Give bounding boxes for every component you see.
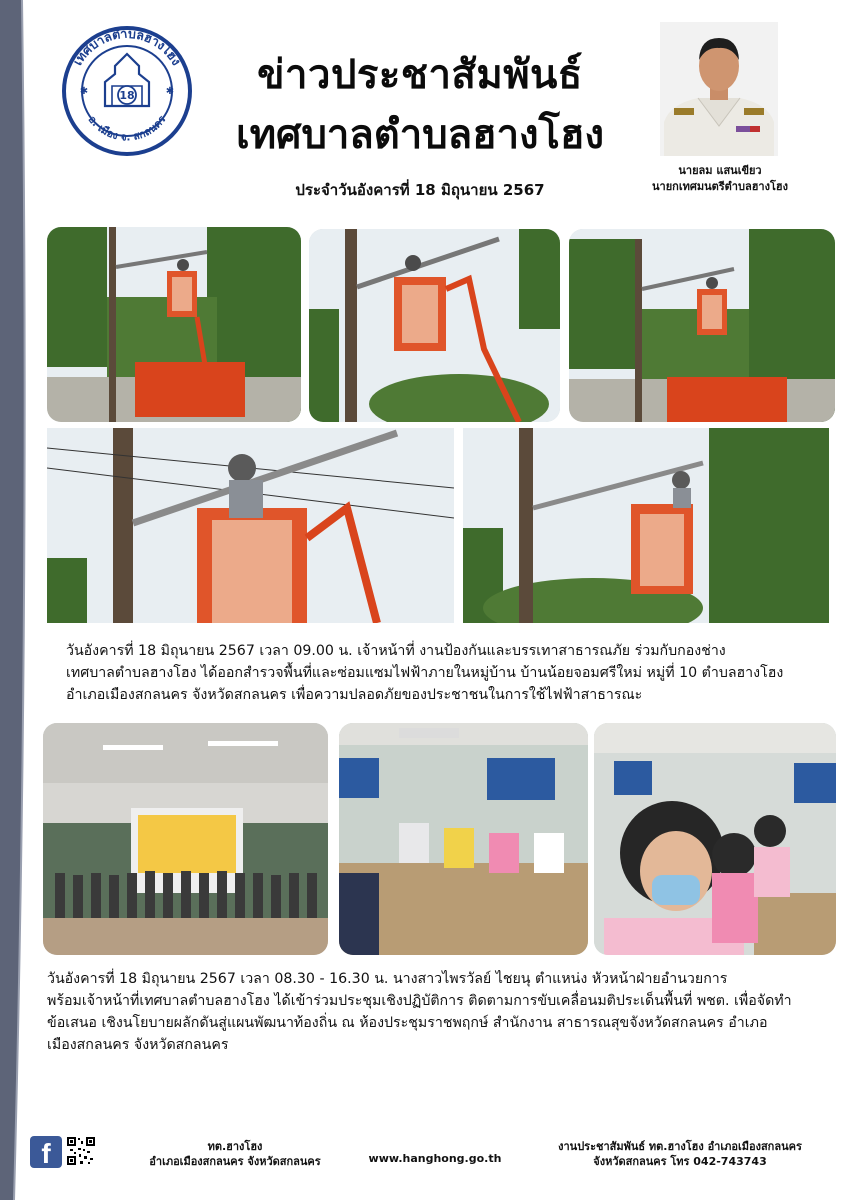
footer-org-name: ทต.ฮางโฮง xyxy=(207,1140,263,1153)
photo-lamp-repair-1 xyxy=(47,227,301,422)
photo-lamp-repair-2 xyxy=(309,229,560,422)
news-2-line-1: วันอังคารที่ 18 มิถุนายน 2567 เวลา 08.30 - 16.30 น. นางสาวไพรวัลย์ ไชยนุ ตำแหน่ง หัวหน้าฝ่ายอำนวยการ xyxy=(47,971,728,987)
news-paragraph-2 xyxy=(47,968,837,1056)
decorative-side-band xyxy=(0,0,38,1200)
photo-lamp-repair-3 xyxy=(569,229,835,422)
seal-bottom-text: อ. เมือง จ. สกลนคร xyxy=(85,113,169,144)
news-1-line-2: เทศบาลตำบลฮางโฮง ได้ออกสำรวจพื้นที่และซ่อมแซมไฟฟ้าภายในหมู่บ้าน บ้านน้อยจอมศรีใหม่ หมู่ที่ 10 ตำบลฮางโฮง xyxy=(66,665,784,681)
news-2-line-3: ข้อเสนอ เชิงนโยบายผลักดันสู่แผนพัฒนาท้องถิ่น ณ ห้องประชุมราชพฤกษ์ สำนักงาน สาธารณสุขจังหวัดสกลนคร อำเภอ xyxy=(47,1015,768,1031)
news-2-line-2: พร้อมเจ้าหน้าที่เทศบาลตำบลฮางโฮง ได้เข้าร่วมประชุมเชิงปฏิบัติการ ติดตามการขับเคลื่อนมติประเด็นพื้นที่ พชต. เพื่อจัดทำ xyxy=(47,993,792,1009)
footer-org-location: อำเภอเมืองสกลนคร จังหวัดสกลนคร xyxy=(149,1155,321,1168)
municipality-seal-logo xyxy=(60,24,194,158)
footer-website-link[interactable]: www.hanghong.go.th xyxy=(368,1152,502,1165)
svg-text:✱: ✱ xyxy=(165,86,175,97)
photo-lamp-repair-4 xyxy=(47,428,454,623)
news-date: ประจำวันอังคารที่ 18 มิถุนายน 2567 xyxy=(295,181,545,199)
facebook-icon[interactable]: f xyxy=(30,1136,62,1168)
news-1-line-3: อำเภอเมืองสกลนคร จังหวัดสกลนคร เพื่อความปลอดภัยของประชาชนในการใช้ไฟฟ้าสาธารณะ xyxy=(66,687,643,703)
qr-code-icon xyxy=(66,1136,96,1166)
footer-contact-phone: จังหวัดสกลนคร โทร 042-743743 xyxy=(593,1155,767,1168)
mayor-name: นายลม แสนเขียว xyxy=(678,164,762,177)
photo-lamp-repair-5 xyxy=(463,428,829,623)
mayor-position: นายกเทศมนตรีตำบลฮางโฮง xyxy=(652,180,788,193)
municipality-name-title: เทศบาลตำบลฮางโฮง xyxy=(236,112,604,158)
seal-number: 18 xyxy=(119,89,135,102)
photo-meeting-group xyxy=(43,723,328,955)
seal-top-text: เทศบาลตำบลฮางโฮง xyxy=(69,25,185,68)
news-title: ข่าวประชาสัมพันธ์ xyxy=(257,52,583,98)
news-1-line-1: วันอังคารที่ 18 มิถุนายน 2567 เวลา 09.00 น. เจ้าหน้าที่ งานป้องกันและบรรเทาสาธารณภัย ร่วมกับกองช่าง xyxy=(66,643,726,659)
svg-text:✱: ✱ xyxy=(79,86,89,97)
news-2-line-4: เมืองสกลนคร จังหวัดสกลนคร xyxy=(47,1037,229,1053)
mayor-portrait xyxy=(660,22,778,156)
photo-meeting-room xyxy=(339,723,588,955)
photo-meeting-selfie xyxy=(594,723,836,955)
footer-pr-unit: งานประชาสัมพันธ์ ทต.ฮางโฮง อำเภอเมืองสกลนคร xyxy=(558,1140,802,1153)
news-paragraph-1 xyxy=(66,640,826,706)
